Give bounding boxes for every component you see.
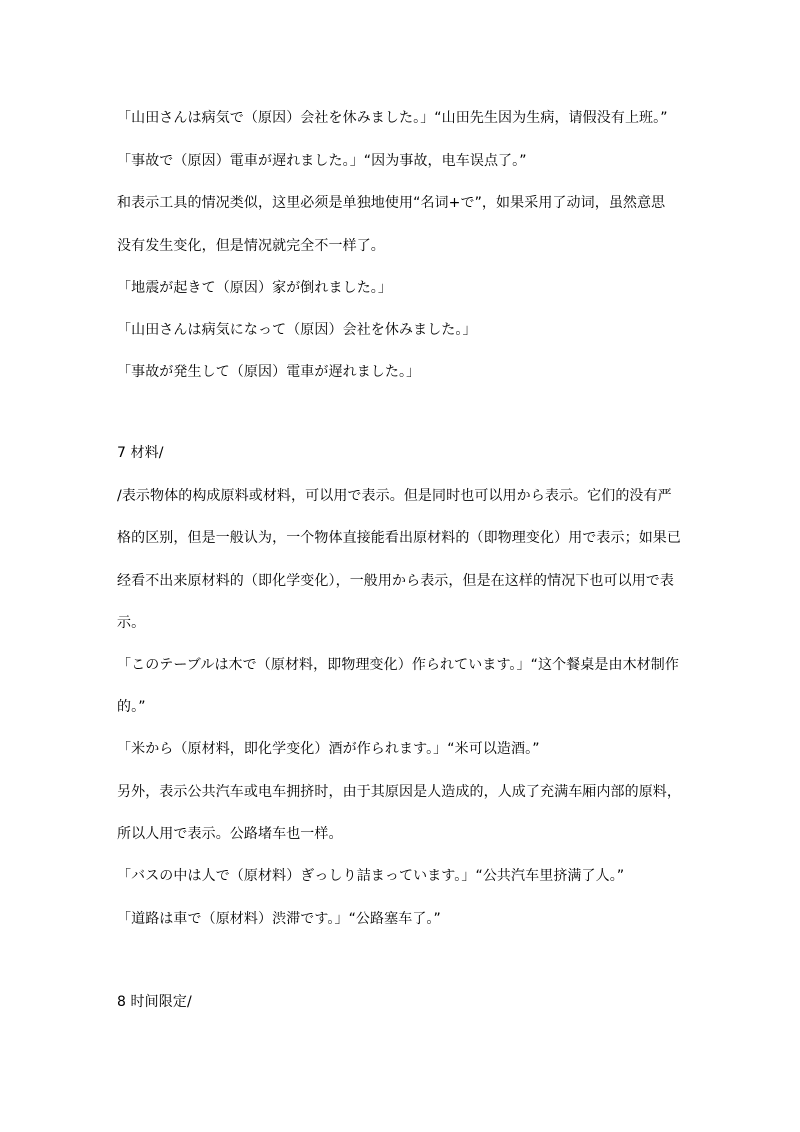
text-line-17: 所以人用で表示。公路堵车也一样。 (117, 826, 343, 842)
text-line-9: /表示物体的构成原料或材料，可以用で表示。但是同时也可以用から表示。它们的没有严 (117, 488, 672, 504)
section-heading-7: 7 材料/ (117, 445, 164, 461)
text-line-4: 没有发生变化，但是情况就完全不一样了。 (117, 238, 385, 254)
text-line-1: 「山田さんは病気で（原因）会社を休みました。」“山田先生因为生病，请假没有上班。” (117, 110, 668, 126)
text-line-12: 示。 (117, 615, 146, 631)
text-line-15: 「米から（原材料，即化学变化）酒が作られます。」“米可以造酒。” (117, 741, 540, 757)
text-line-10: 格的区别，但是一般认为，一个物体直接能看出原材料的（即物理变化）用で表示；如果已 (117, 530, 681, 546)
text-line-5: 「地震が起きて（原因）家が倒れました。」 (117, 280, 392, 296)
text-line-13: 「このテーブルは木で（原材料，即物理变化）作られています。」“这个餐桌是由木材制作 (117, 657, 679, 673)
text-line-7: 「事故が発生して（原因）電車が遅れました。」 (117, 364, 421, 380)
text-line-3: 和表示工具的情况类似，这里必须是单独地使用“名词+で”，如果采用了动词，虽然意思 (117, 195, 666, 211)
text-line-2: 「事故で（原因）電車が遅れました。」“因为事故，电车误点了。” (117, 153, 527, 169)
text-line-19: 「道路は車で（原材料）渋滞です。」“公路塞车了。” (117, 911, 441, 927)
text-line-18: 「バスの中は人で（原材料）ぎっしり詰まっています。」“公共汽车里挤满了人。” (117, 868, 625, 884)
text-line-14: 的。” (117, 699, 146, 715)
text-line-11: 经看不出来原材料的（即化学变化），一般用から表示，但是在这样的情况下也可以用で表 (117, 573, 674, 589)
section-heading-8: 8 时间限定/ (117, 994, 192, 1010)
text-line-16: 另外，表示公共汽车或电车拥挤时，由于其原因是人造成的，人成了充满车厢内部的原料， (117, 784, 681, 800)
text-line-6: 「山田さんは病気になって（原因）会社を休みました。」 (117, 322, 477, 338)
